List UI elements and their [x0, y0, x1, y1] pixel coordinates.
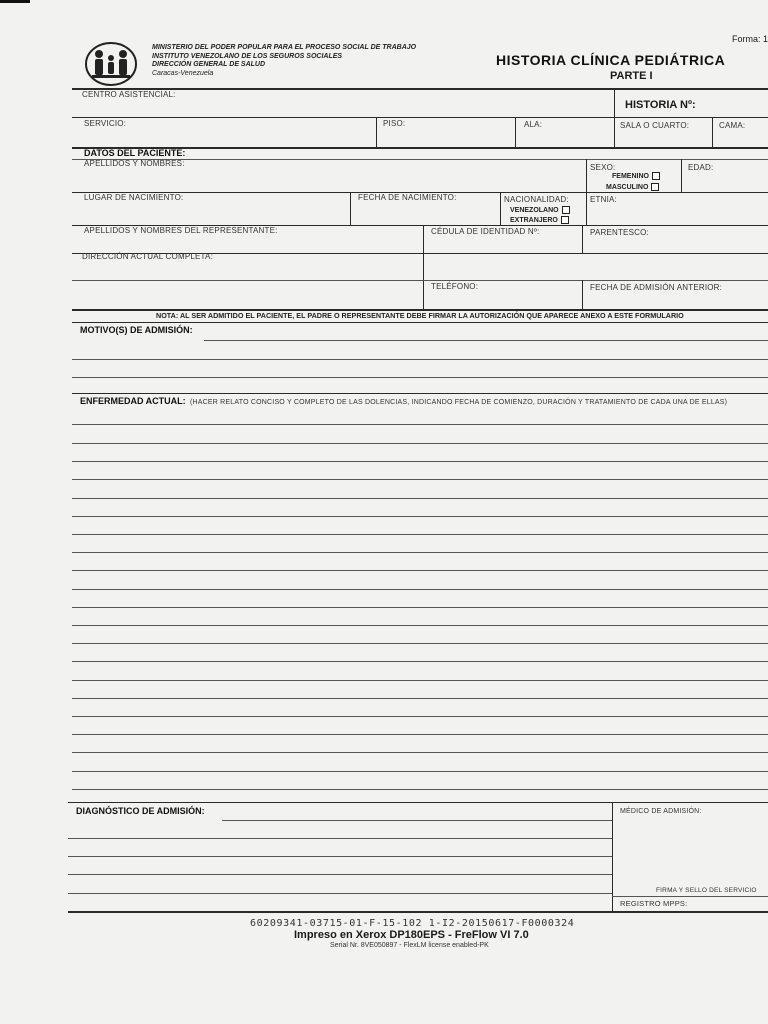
telefono-label: TELÉFONO: [431, 282, 479, 291]
form-number: Forma: 1 [732, 34, 768, 44]
divider [614, 89, 615, 117]
serial-line: Serial Nr. 8VE050897 - FlexLM license enabled-PK [330, 942, 489, 949]
writing-line [68, 838, 612, 839]
apellidos-nombres-label: APELLIDOS Y NOMBRES: [84, 159, 185, 168]
writing-line [72, 570, 768, 571]
row-rule [612, 896, 768, 897]
row-rule [72, 393, 768, 394]
divider [376, 117, 377, 147]
form-title: HISTORIA CLÍNICA PEDIÁTRICA [496, 52, 726, 68]
nota-text: NOTA: AL SER ADMITIDO EL PACIENTE, EL PADRE O REPRESENTANTE DEBE FIRMAR LA AUTORIZACIÓN QUE APARECE ANEXO A ESTE FORMULARIO [156, 311, 684, 320]
writing-line [72, 552, 768, 553]
femenino-option[interactable] [612, 172, 660, 180]
sala-cuarto-label: SALA O CUARTO: [620, 121, 690, 130]
writing-line [72, 734, 768, 735]
writing-line [72, 643, 768, 644]
writing-line [204, 340, 768, 341]
writing-line [72, 479, 768, 480]
ministry-heading [152, 44, 416, 78]
writing-line [72, 498, 768, 499]
writing-line [72, 698, 768, 699]
sexo-label: SEXO: [590, 163, 616, 172]
printer-line: Impreso en Xerox DP180EPS - FreFlow VI 7.0 [294, 929, 529, 941]
diagnostico-admision-label: DIAGNÓSTICO DE ADMISIÓN: [76, 806, 205, 816]
parentesco-label: PARENTESCO: [590, 228, 649, 237]
writing-line [72, 424, 768, 425]
etnia-label: ETNIA: [590, 195, 617, 204]
extranjero-option[interactable] [510, 216, 569, 224]
centro-asistencial-label: CENTRO ASISTENCIAL: [82, 90, 176, 99]
enfermedad-actual-label: ENFERMEDAD ACTUAL: [80, 396, 186, 406]
datos-paciente-title: DATOS DEL PACIENTE: [84, 148, 186, 158]
writing-line [72, 716, 768, 717]
masculino-label: MASCULINO [606, 183, 649, 191]
fecha-admision-anterior-label: FECHA DE ADMISIÓN ANTERIOR: [590, 283, 723, 292]
ivss-family-logo-icon [84, 40, 138, 88]
writing-line [72, 607, 768, 608]
writing-line [72, 661, 768, 662]
ministry-line: MINISTERIO DEL PODER POPULAR PARA EL PROCESO SOCIAL DE TRABAJO [152, 44, 417, 51]
writing-line [72, 359, 768, 360]
medico-admision-label: MÉDICO DE ADMISIÓN: [620, 808, 702, 815]
masculino-checkbox[interactable] [651, 183, 659, 191]
servicio-label: SERVICIO: [84, 119, 127, 128]
femenino-label: FEMENINO [612, 172, 649, 180]
writing-line [72, 789, 768, 790]
piso-label: PISO: [383, 119, 406, 128]
extranjero-checkbox[interactable] [561, 216, 569, 224]
writing-line [72, 461, 768, 462]
writing-line [68, 893, 612, 894]
row-rule [72, 322, 768, 323]
femenino-checkbox[interactable] [652, 172, 660, 180]
writing-line [68, 874, 612, 875]
enfermedad-actual-hint: (HACER RELATO CONCISO Y COMPLETO DE LAS DOLENCIAS, INDICANDO FECHA DE COMIENZO, DURACIÓN Y TRATAMIENTO DE CADA UNA DE ELLAS) [190, 399, 728, 406]
divider [500, 192, 501, 225]
writing-line [72, 516, 768, 517]
edad-label: EDAD: [688, 163, 714, 172]
lugar-nacimiento-label: LUGAR DE NACIMIENTO: [84, 193, 184, 202]
firma-sello-label: FIRMA Y SELLO DEL SERVICIO [656, 887, 757, 894]
city-line: Caracas-Venezuela [152, 69, 214, 77]
divider [515, 117, 516, 147]
venezolano-option[interactable] [510, 206, 570, 214]
divider [582, 280, 583, 309]
writing-line [72, 377, 768, 378]
nacionalidad-label: NACIONALIDAD: [504, 195, 569, 204]
direccion-label: DIRECCIÓN ACTUAL COMPLETA: [82, 252, 213, 261]
writing-line [222, 820, 612, 821]
ala-label: ALA: [524, 120, 543, 129]
divider [423, 225, 424, 309]
row-rule [68, 802, 768, 803]
divider [582, 225, 583, 253]
cedula-label: CÉDULA DE IDENTIDAD Nº: [431, 227, 540, 236]
writing-line [72, 534, 768, 535]
header-rule [72, 88, 768, 90]
direction-line: DIRECCIÓN GENERAL DE SALUD [152, 61, 266, 68]
motivo-admision-label: MOTIVO(S) DE ADMISIÓN: [80, 325, 193, 335]
venezolano-checkbox[interactable] [562, 206, 570, 214]
extranjero-label: EXTRANJERO [510, 216, 558, 224]
writing-line [72, 589, 768, 590]
writing-line [72, 771, 768, 772]
writing-line [72, 443, 768, 444]
writing-line [72, 625, 768, 626]
divider [712, 117, 713, 147]
row-rule [72, 117, 768, 118]
divider [614, 117, 615, 147]
cama-label: CAMA: [719, 121, 746, 130]
divider [586, 159, 587, 192]
fecha-nacimiento-label: FECHA DE NACIMIENTO: [358, 193, 457, 202]
writing-line [68, 856, 612, 857]
masculino-option[interactable] [606, 183, 659, 191]
registro-mpps-label: REGISTRO MPPS: [620, 899, 688, 908]
row-rule [68, 911, 768, 913]
print-code: 60209341-03715-01-F-15-102 1-I2-20150617-F0000324 [250, 918, 575, 929]
page-corner-mark [0, 0, 30, 3]
venezolano-label: VENEZOLANO [510, 206, 559, 214]
historia-number-label: HISTORIA Nº: [625, 99, 696, 111]
form-subtitle: PARTE I [610, 70, 653, 82]
divider [586, 192, 587, 225]
writing-line [72, 680, 768, 681]
divider [350, 192, 351, 225]
institute-line: INSTITUTO VENEZOLANO DE LOS SEGUROS SOCIALES [152, 52, 343, 60]
writing-line [72, 752, 768, 753]
divider [681, 159, 682, 192]
representante-label: APELLIDOS Y NOMBRES DEL REPRESENTANTE: [84, 226, 278, 235]
row-rule [72, 280, 768, 281]
